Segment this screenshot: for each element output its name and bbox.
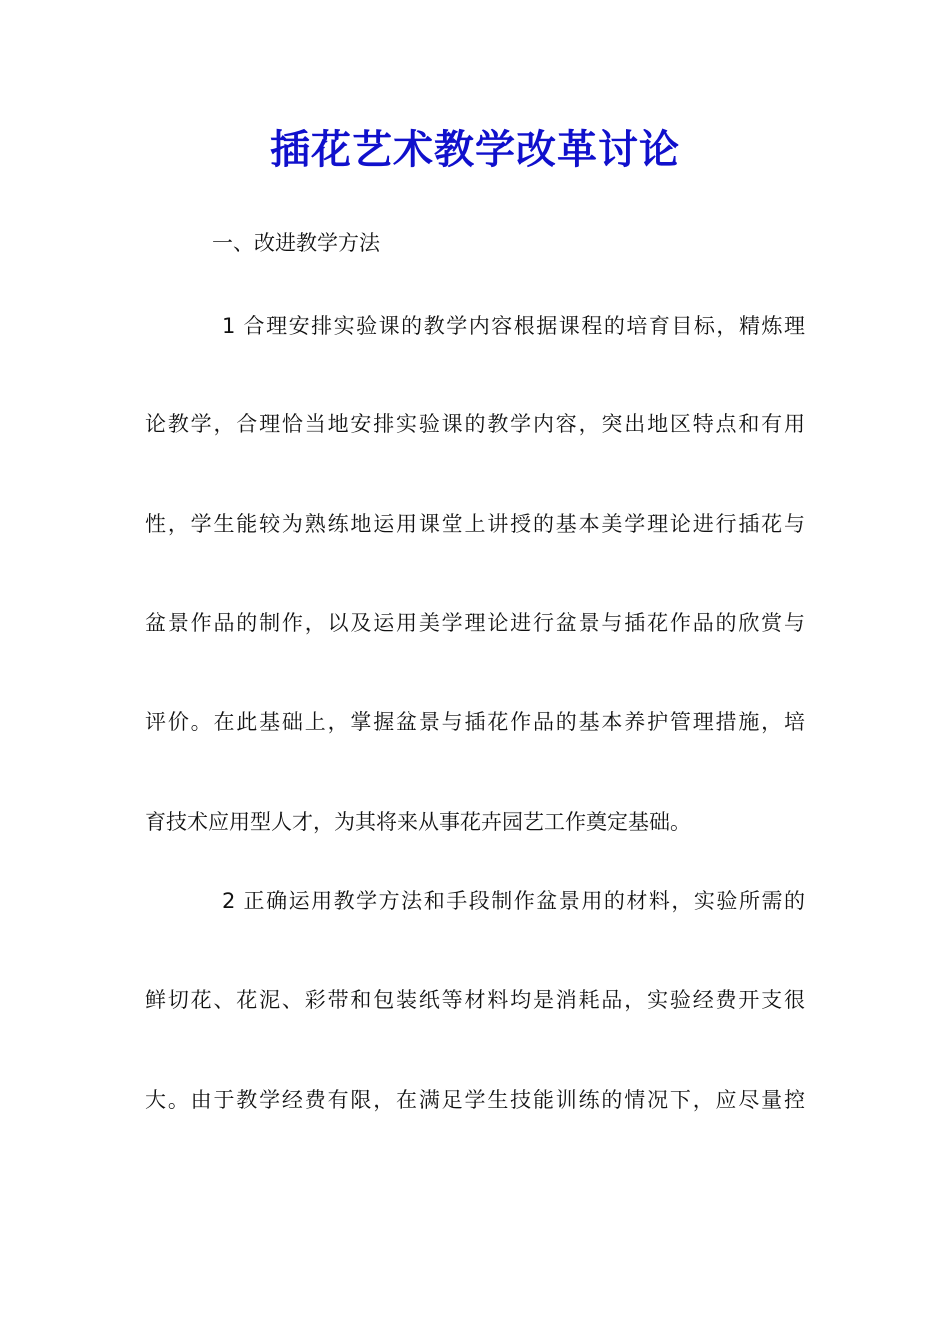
document-title: 插花艺术教学改革讨论 bbox=[270, 126, 680, 173]
paragraph-1-line-1: 1 合理安排实验课的教学内容根据课程的培育目标，精炼理 bbox=[222, 314, 805, 338]
paragraph-2-line-1: 2 正确运用教学方法和手段制作盆景用的材料，实验所需的 bbox=[222, 889, 805, 913]
paragraph-1-line-6: 育技术应用型人才，为其将来从事花卉园艺工作奠定基础。 bbox=[145, 810, 691, 834]
section-heading: 一、改进教学方法 bbox=[212, 231, 380, 255]
paragraph-1-line-4: 盆景作品的制作，以及运用美学理论进行盆景与插花作品的欣赏与 bbox=[145, 611, 805, 635]
paragraph-1-line-3: 性，学生能较为熟练地运用课堂上讲授的基本美学理论进行插花与 bbox=[145, 512, 805, 536]
paragraph-1-line-5: 评价。在此基础上，掌握盆景与插花作品的基本养护管理措施，培 bbox=[145, 710, 805, 734]
paragraph-2-line-2: 鲜切花、花泥、彩带和包装纸等材料均是消耗品，实验经费开支很 bbox=[145, 988, 805, 1012]
paragraph-1-line-2: 论教学，合理恰当地安排实验课的教学内容，突出地区特点和有用 bbox=[145, 412, 805, 436]
paragraph-2-line-3: 大。由于教学经费有限，在满足学生技能训练的情况下，应尽量控 bbox=[145, 1088, 805, 1112]
